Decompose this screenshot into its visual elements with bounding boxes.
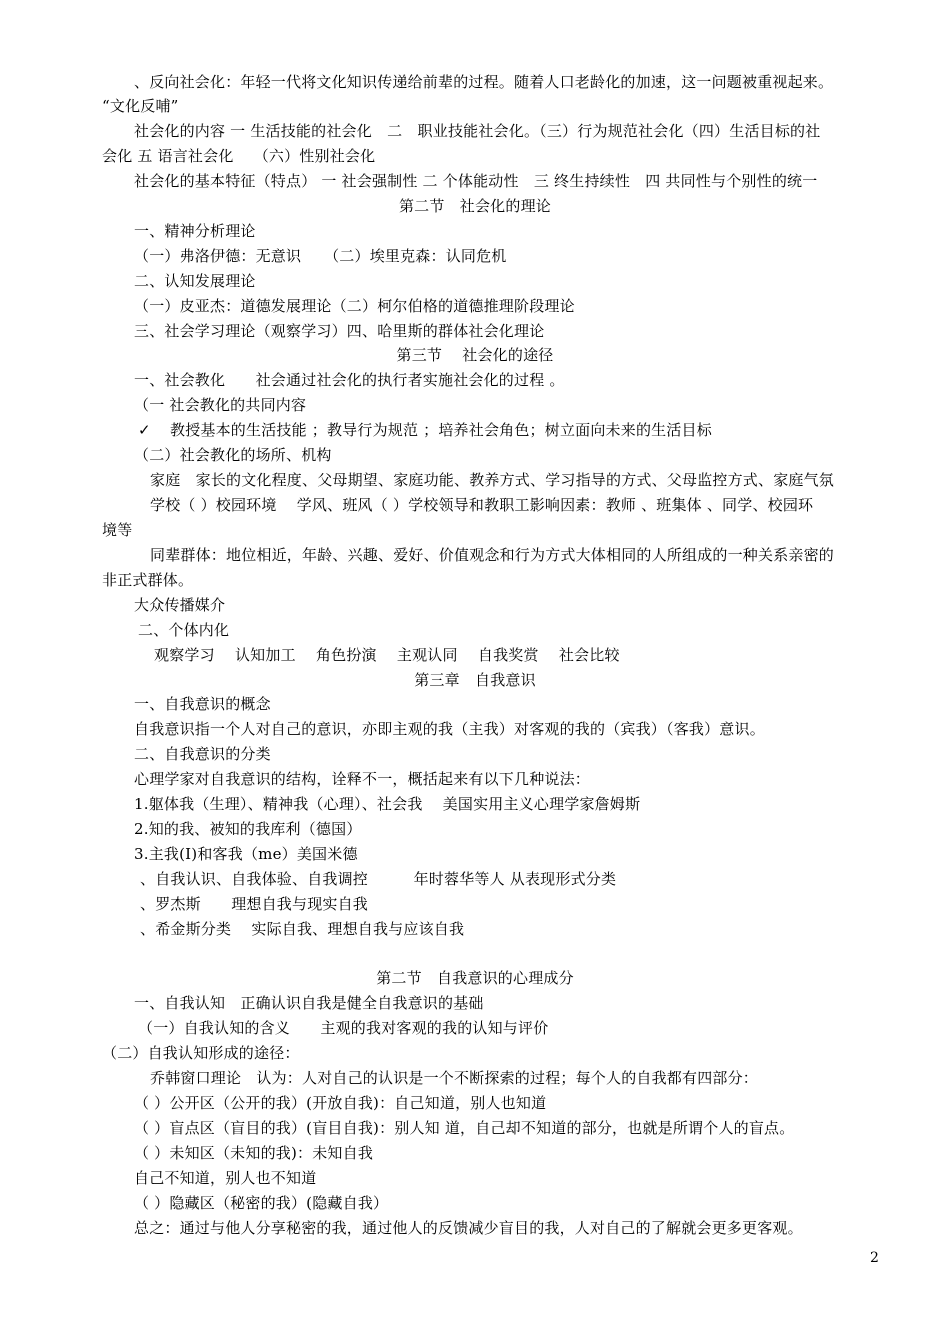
text-line: 心理学家对自我意识的结构，诠释不一，概括起来有以下几种说法：: [134, 770, 591, 788]
text-line: （一）自我认知的含义 主观的我对客观的我的认知与评价: [138, 1019, 549, 1037]
chapter-heading: 第三章 自我意识: [414, 671, 536, 689]
text-line: 、罗杰斯 理想自我与现实自我: [140, 895, 369, 913]
section-heading: 第二节 自我意识的心理成分: [376, 969, 574, 987]
text-line: 乔韩窗口理论 认为：人对自己的认识是一个不断探索的过程；每个人的自我都有四部分：: [150, 1069, 759, 1087]
text-line: 二、自我意识的分类: [134, 745, 271, 763]
text-line: （一）弗洛伊德：无意识 （二）埃里克森：认同危机: [134, 247, 507, 265]
text-line: （一）皮亚杰：道德发展理论（二）柯尔伯格的道德推理阶段理论: [134, 297, 575, 315]
text-line: 社会化的基本特征（特点） 一 社会强制性 二 个体能动性 三 终生持续性 四 共同性与个别性的统一: [134, 172, 818, 190]
text-line: （二）自我认知形成的途径：: [102, 1044, 300, 1062]
text-line: 教授基本的生活技能 ；教导行为规范 ；培养社会角色；树立面向未来的生活目标: [170, 421, 712, 439]
text-line: （ ）未知区（未知的我)：未知自我: [134, 1144, 374, 1162]
text-line: （ ）盲点区（盲目的我）(盲目自我)：别人知 道，自己却不知道的部分，也就是所谓个人的盲点。: [134, 1119, 795, 1137]
section-heading: 第三节 社会化的途径: [396, 346, 554, 364]
text-line: 同辈群体：地位相近，年龄、兴趣、爱好、价值观念和行为方式大体相同的人所组成的一种关系亲密的: [150, 546, 835, 564]
text-line: 社会化的内容 一 生活技能的社会化 二 职业技能社会化。（三）行为规范社会化（四）生活目标的社: [134, 122, 821, 140]
text-line: 一、自我认知 正确认识自我是健全自我意识的基础: [134, 994, 484, 1012]
section-heading: 第二节 社会化的理论: [398, 197, 551, 215]
text-line: 学校（ ）校园环境 学风、班风（ ）学校领导和教职工影响因素：教师 、班集体 、同学、校园环: [150, 496, 814, 514]
text-line: （一 社会教化的共同内容: [134, 396, 307, 414]
text-line: 二、认知发展理论: [134, 272, 256, 290]
text-line: 2.知的我、被知的我库利（德国）: [134, 820, 362, 838]
text-line: （二）社会教化的场所、机构: [134, 446, 332, 464]
text-line: 3.主我(I)和客我（me）美国米德: [134, 845, 358, 863]
text-line: 二、个体内化: [138, 621, 230, 639]
text-line: 三、社会学习理论（观察学习）四、哈里斯的群体社会化理论: [134, 322, 545, 340]
text-line: 一、社会教化 社会通过社会化的执行者实施社会化的过程 。: [134, 371, 565, 389]
text-line: 一、精神分析理论: [134, 222, 256, 240]
text-line: 、自我认识、自我体验、自我调控 年时蓉华等人 从表现形式分类: [140, 870, 617, 888]
text-line: 自己不知道，别人也不知道: [134, 1169, 317, 1187]
text-line: （ ）隐藏区（秘密的我）(隐藏自我）: [134, 1194, 389, 1212]
checkmark-icon: ✓: [138, 421, 151, 439]
text-line: 、希金斯分类 实际自我、理想自我与应该自我: [140, 920, 465, 938]
text-line: 家庭 家长的文化程度、父母期望、家庭功能、教养方式、学习指导的方式、父母监控方式、家庭气氛: [150, 471, 835, 489]
text-line: 境等: [102, 521, 133, 539]
text-line: 一、自我意识的概念: [134, 695, 271, 713]
text-line: 、反向社会化：年轻一代将文化知识传递给前辈的过程。随着人口老龄化的加速，这一问题被重视起来。: [134, 73, 834, 91]
page-number: 2: [870, 1250, 879, 1266]
text-line: 观察学习 认知加工 角色扮演 主观认同 自我奖赏 社会比较: [154, 646, 620, 664]
text-line: 总之：通过与他人分享秘密的我，通过他人的反馈减少盲目的我，人对自己的了解就会更多更客观。: [134, 1219, 803, 1237]
text-line: 非正式群体。: [102, 571, 194, 589]
text-line: 1.躯体我（生理）、精神我（心理）、社会我 美国实用主义心理学家詹姆斯: [134, 795, 641, 813]
text-line: “文化反哺”: [102, 97, 179, 115]
text-line: （ ）公开区（公开的我）(开放自我)：自己知道，别人也知道: [134, 1094, 547, 1112]
text-line: 自我意识指一个人对自己的意识，亦即主观的我（主我）对客观的我的（宾我）（客我）意识。: [134, 720, 765, 738]
text-line: 大众传播媒介: [134, 596, 226, 614]
text-line: 会化 五 语言社会化 （六）性别社会化: [102, 147, 376, 165]
